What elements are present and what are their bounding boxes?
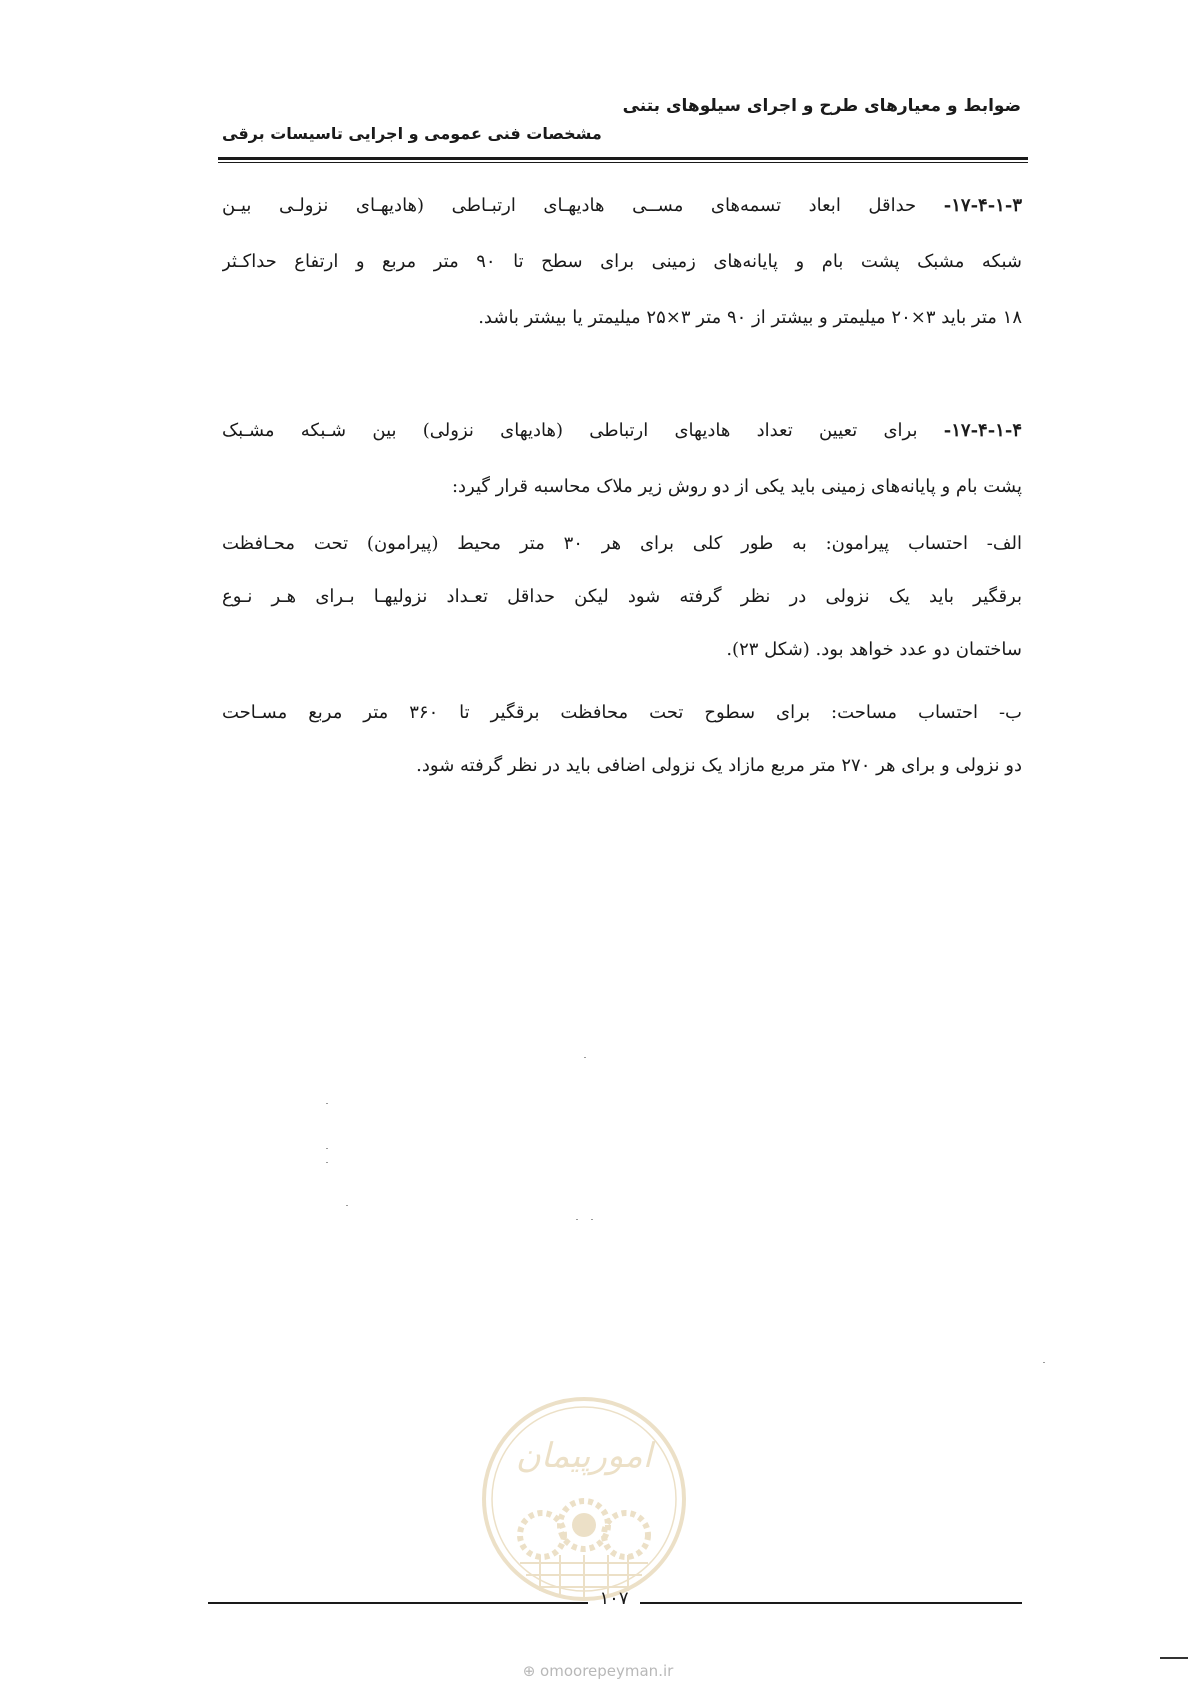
text-line: ب- احتساب مساحت: برای سطوح تحت محافظت برقگیر تا ۳۶۰ متر مربع مسـاحت <box>222 702 1022 723</box>
publisher-seal-logo <box>480 1395 688 1603</box>
text-line: دو نزولی و برای هر ۲۷۰ متر مربع مازاد یک نزولی اضافی باید در نظر گرفته شود. <box>416 755 1022 776</box>
website-watermark: ⊕ omoorepeyman.ir <box>522 1662 674 1680</box>
text-line: الف- احتساب پیرامون: به طور کلی برای هر ۳۰ متر محیط (پیرامون) تحت محـافظت <box>222 533 1022 554</box>
clause-number: ۱۷-۴-۱-۴- <box>943 420 1022 441</box>
text-line: ۱۷-۴-۱-۳- حداقل ابعاد تسمه‌های مســی هادیهـای ارتبـاطی (هادیهـای نزولـی بیـن <box>222 195 1022 216</box>
seal-text: امورپیمان <box>515 1436 653 1476</box>
item-be-area <box>222 686 1022 792</box>
item-alef-perimeter <box>222 517 1022 676</box>
text-line: ساختمان دو عدد خواهد بود. (شکل ۲۳). <box>726 639 1022 660</box>
text-line: ۱۷-۴-۱-۴- برای تعیین تعداد هادیهای ارتباطی (هادیهای نزولی) بین شـبکه مشـبک <box>222 420 1022 441</box>
page-edge-mark <box>1160 1657 1188 1659</box>
header-rule-thick <box>218 157 1028 160</box>
clause-number: ۱۷-۴-۱-۳- <box>943 195 1022 216</box>
header-rule-thin <box>218 162 1028 163</box>
footer-rule-left <box>208 1602 588 1604</box>
text-line: پشت بام و پایانه‌های زمینی باید یکی از دو روش زیر ملاک محاسبه قرار گیرد: <box>451 476 1022 497</box>
text-line: برقگیر باید یک نزولی در نظر گرفته شود لیکن حداقل تعـداد نزولیهـا بـرای هـر نـوع <box>222 586 1022 607</box>
text-line: ۱۸ متر باید ۳×۲۰ میلیمتر و بیشتر از ۹۰ متر ۳×۲۵ میلیمتر یا بیشتر باشد. <box>478 307 1022 328</box>
section-title: مشخصات فنی عمومی و اجرایی تاسیسات برقی <box>222 124 602 143</box>
footer-rule-right <box>640 1602 1022 1604</box>
globe-icon: ⊕ <box>522 1662 536 1680</box>
clause-17-4-1-3 <box>222 178 1022 346</box>
page-number: ۱۰۷ <box>599 1588 629 1609</box>
clause-17-4-1-4 <box>222 403 1022 515</box>
text-line: شبکه مشبک پشت بام و پایانه‌های زمینی برای سطح تا ۹۰ متر مربع و ارتفاع حداکـثر <box>222 251 1022 272</box>
book-title: ضوابط و معیارهای طرح و اجرای سیلوهای بتنی <box>622 96 1021 116</box>
